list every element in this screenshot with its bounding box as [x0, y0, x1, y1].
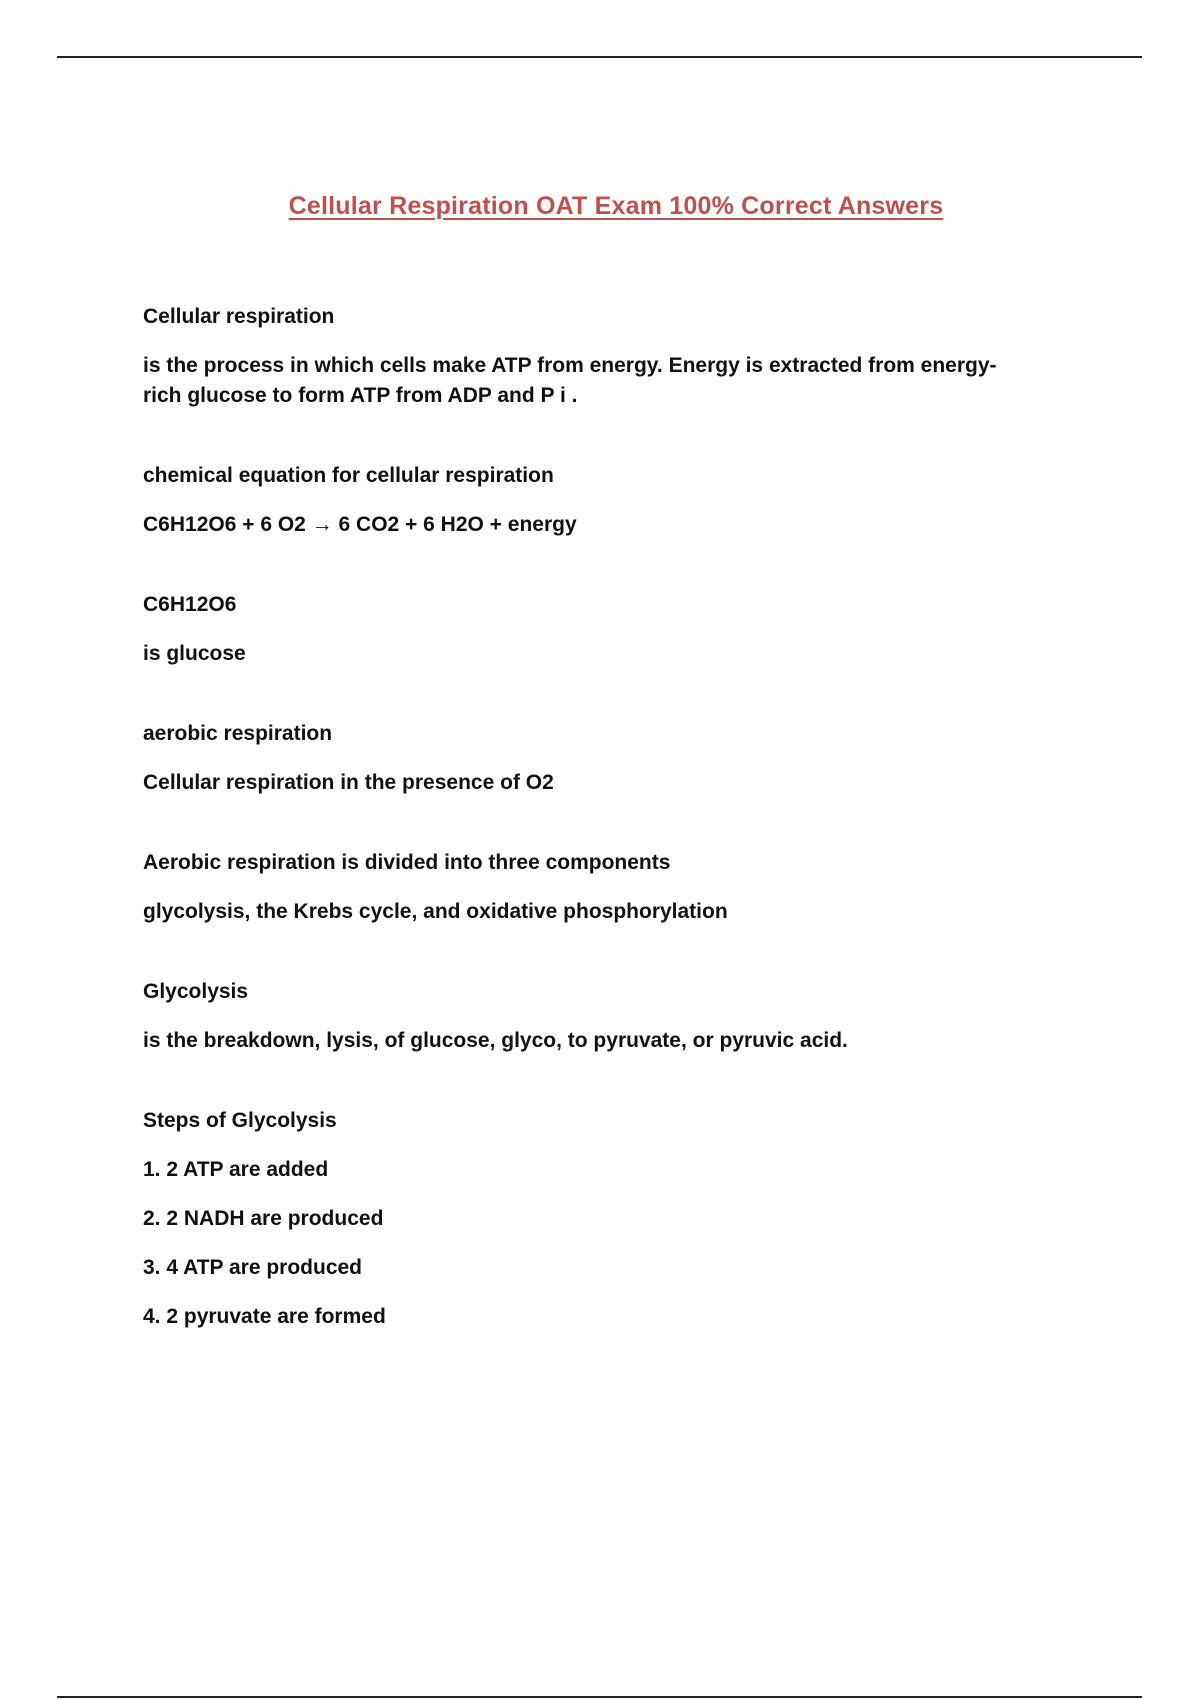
flashcard — [143, 302, 1023, 411]
flashcard — [143, 977, 1023, 1056]
flashcard — [143, 848, 1023, 927]
flashcard-definition: glycolysis, the Krebs cycle, and oxidative phosphorylation — [143, 900, 728, 923]
step-item: 1. 2 ATP are added — [143, 1158, 329, 1181]
document-body — [143, 302, 1023, 1382]
step-item: 3. 4 ATP are produced — [143, 1256, 363, 1279]
top-rule — [57, 56, 1142, 58]
flashcard-definition: C6H12O6 + 6 O2 → 6 CO2 + 6 H2O + energy — [143, 513, 577, 536]
flashcard-term: Steps of Glycolysis — [143, 1109, 337, 1132]
step-item: 2. 2 NADH are produced — [143, 1207, 384, 1230]
flashcard — [143, 461, 1023, 540]
flashcard-steps — [143, 1106, 1023, 1332]
bottom-rule — [57, 1696, 1142, 1698]
flashcard-term: aerobic respiration — [143, 722, 333, 745]
flashcard-term: Aerobic respiration is divided into three components — [143, 851, 671, 874]
flashcard-definition: is the breakdown, lysis, of glucose, glyco, to pyruvate, or pyruvic acid. — [143, 1029, 848, 1052]
flashcard-definition: is glucose — [143, 642, 246, 665]
flashcard-definition: is the process in which cells make ATP from energy. Energy is extracted from energy-rich glucose to form ATP from ADP and P i . — [143, 354, 997, 407]
flashcard-term: Cellular respiration — [143, 305, 335, 328]
flashcard-definition: Cellular respiration in the presence of O2 — [143, 771, 554, 794]
flashcard — [143, 590, 1023, 669]
flashcard-term: Glycolysis — [143, 980, 249, 1003]
flashcard — [143, 719, 1023, 798]
flashcard-term: C6H12O6 — [143, 593, 237, 616]
flashcard-term: chemical equation for cellular respiration — [143, 464, 554, 487]
document-title: Cellular Respiration OAT Exam 100% Correct Answers — [288, 192, 944, 220]
step-item: 4. 2 pyruvate are formed — [143, 1305, 386, 1328]
